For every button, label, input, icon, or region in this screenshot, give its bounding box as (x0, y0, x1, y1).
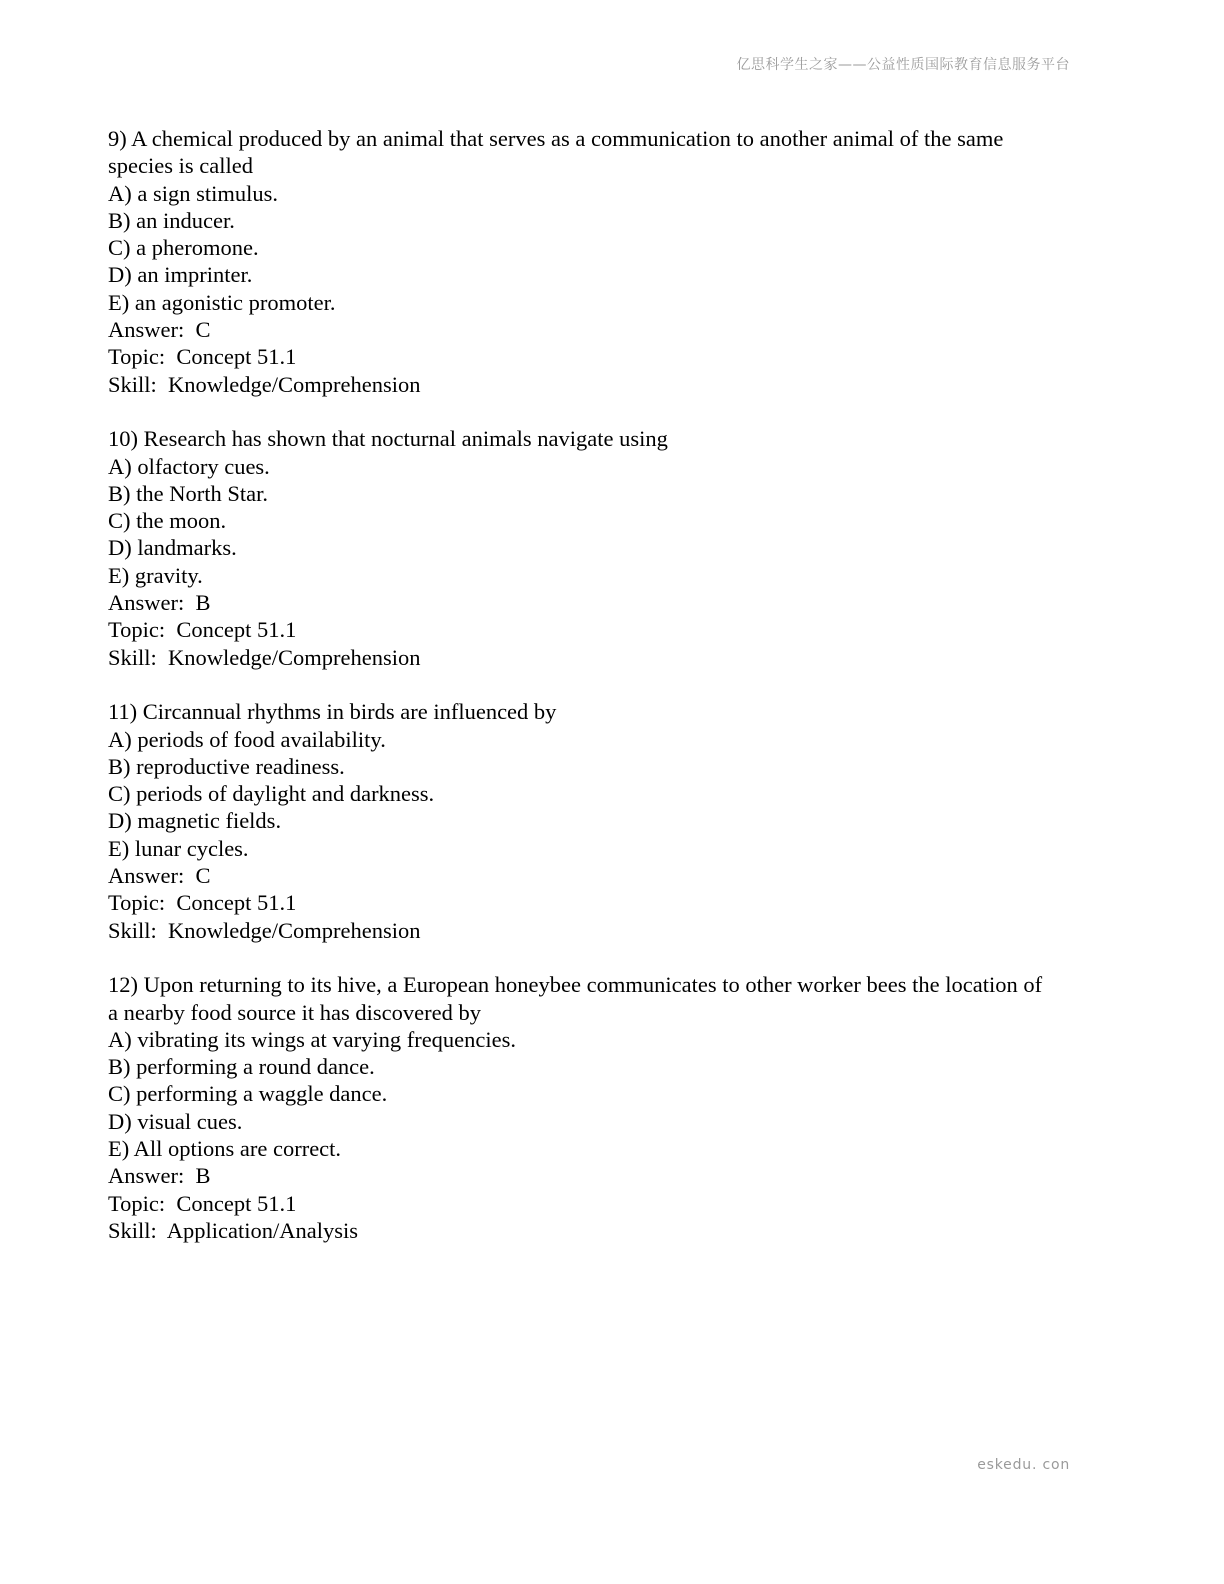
answer-line: Answer: B (108, 1163, 211, 1189)
option-e: E) lunar cycles. (108, 835, 249, 861)
option-e: E) All options are correct. (108, 1135, 342, 1161)
topic-line: Topic: Concept 51.1 (108, 890, 297, 916)
option-a: A) periods of food availability. (108, 726, 386, 752)
question-stem: 9) A chemical produced by an animal that serves as a communication to another animal of the same (108, 126, 1004, 151)
option-c: C) periods of daylight and darkness. (108, 781, 435, 807)
option-d: D) an imprinter. (108, 262, 253, 288)
skill-line: Skill: Knowledge/Comprehension (108, 644, 421, 670)
answer-line: Answer: B (108, 590, 211, 616)
question-stem: 12) Upon returning to its hive, a European honeybee communicates to other worker bees the location of (108, 972, 1043, 998)
option-b: B) performing a round dance. (108, 1054, 375, 1080)
question-stem: 10) Research has shown that nocturnal animals navigate using (108, 426, 668, 452)
question-11 (108, 698, 1108, 944)
question-10 (108, 425, 1108, 671)
question-stem: 11) Circannual rhythms in birds are influenced by (108, 699, 557, 725)
option-a: A) olfactory cues. (108, 453, 270, 479)
option-c: C) performing a waggle dance. (108, 1081, 388, 1107)
option-d: D) magnetic fields. (108, 808, 282, 834)
option-b: B) an inducer. (108, 207, 235, 233)
option-e: E) gravity. (108, 562, 203, 588)
option-b: B) reproductive readiness. (108, 753, 345, 779)
option-d: D) visual cues. (108, 1108, 243, 1134)
option-c: C) a pheromone. (108, 235, 259, 261)
question-9 (108, 125, 1108, 398)
option-e: E) an agonistic promoter. (108, 289, 336, 315)
skill-line: Skill: Knowledge/Comprehension (108, 371, 421, 397)
option-d: D) landmarks. (108, 535, 237, 561)
option-c: C) the moon. (108, 508, 227, 534)
skill-line: Skill: Application/Analysis (108, 1217, 359, 1243)
page-header-title: 亿思科学生之家——公益性质国际教育信息服务平台 (736, 57, 1070, 73)
answer-line: Answer: C (108, 317, 211, 343)
option-a: A) a sign stimulus. (108, 180, 279, 206)
topic-line: Topic: Concept 51.1 (108, 617, 297, 643)
skill-line: Skill: Knowledge/Comprehension (108, 917, 421, 943)
question-stem-continued: species is called (108, 153, 253, 179)
page-footer-url: eskedu. con (977, 1457, 1070, 1473)
question-list (108, 125, 1108, 1271)
answer-line: Answer: C (108, 863, 211, 889)
topic-line: Topic: Concept 51.1 (108, 344, 297, 370)
question-stem-continued: a nearby food source it has discovered by (108, 999, 481, 1025)
question-12 (108, 971, 1108, 1244)
topic-line: Topic: Concept 51.1 (108, 1190, 297, 1216)
option-a: A) vibrating its wings at varying frequencies. (108, 1026, 517, 1052)
option-b: B) the North Star. (108, 480, 268, 506)
